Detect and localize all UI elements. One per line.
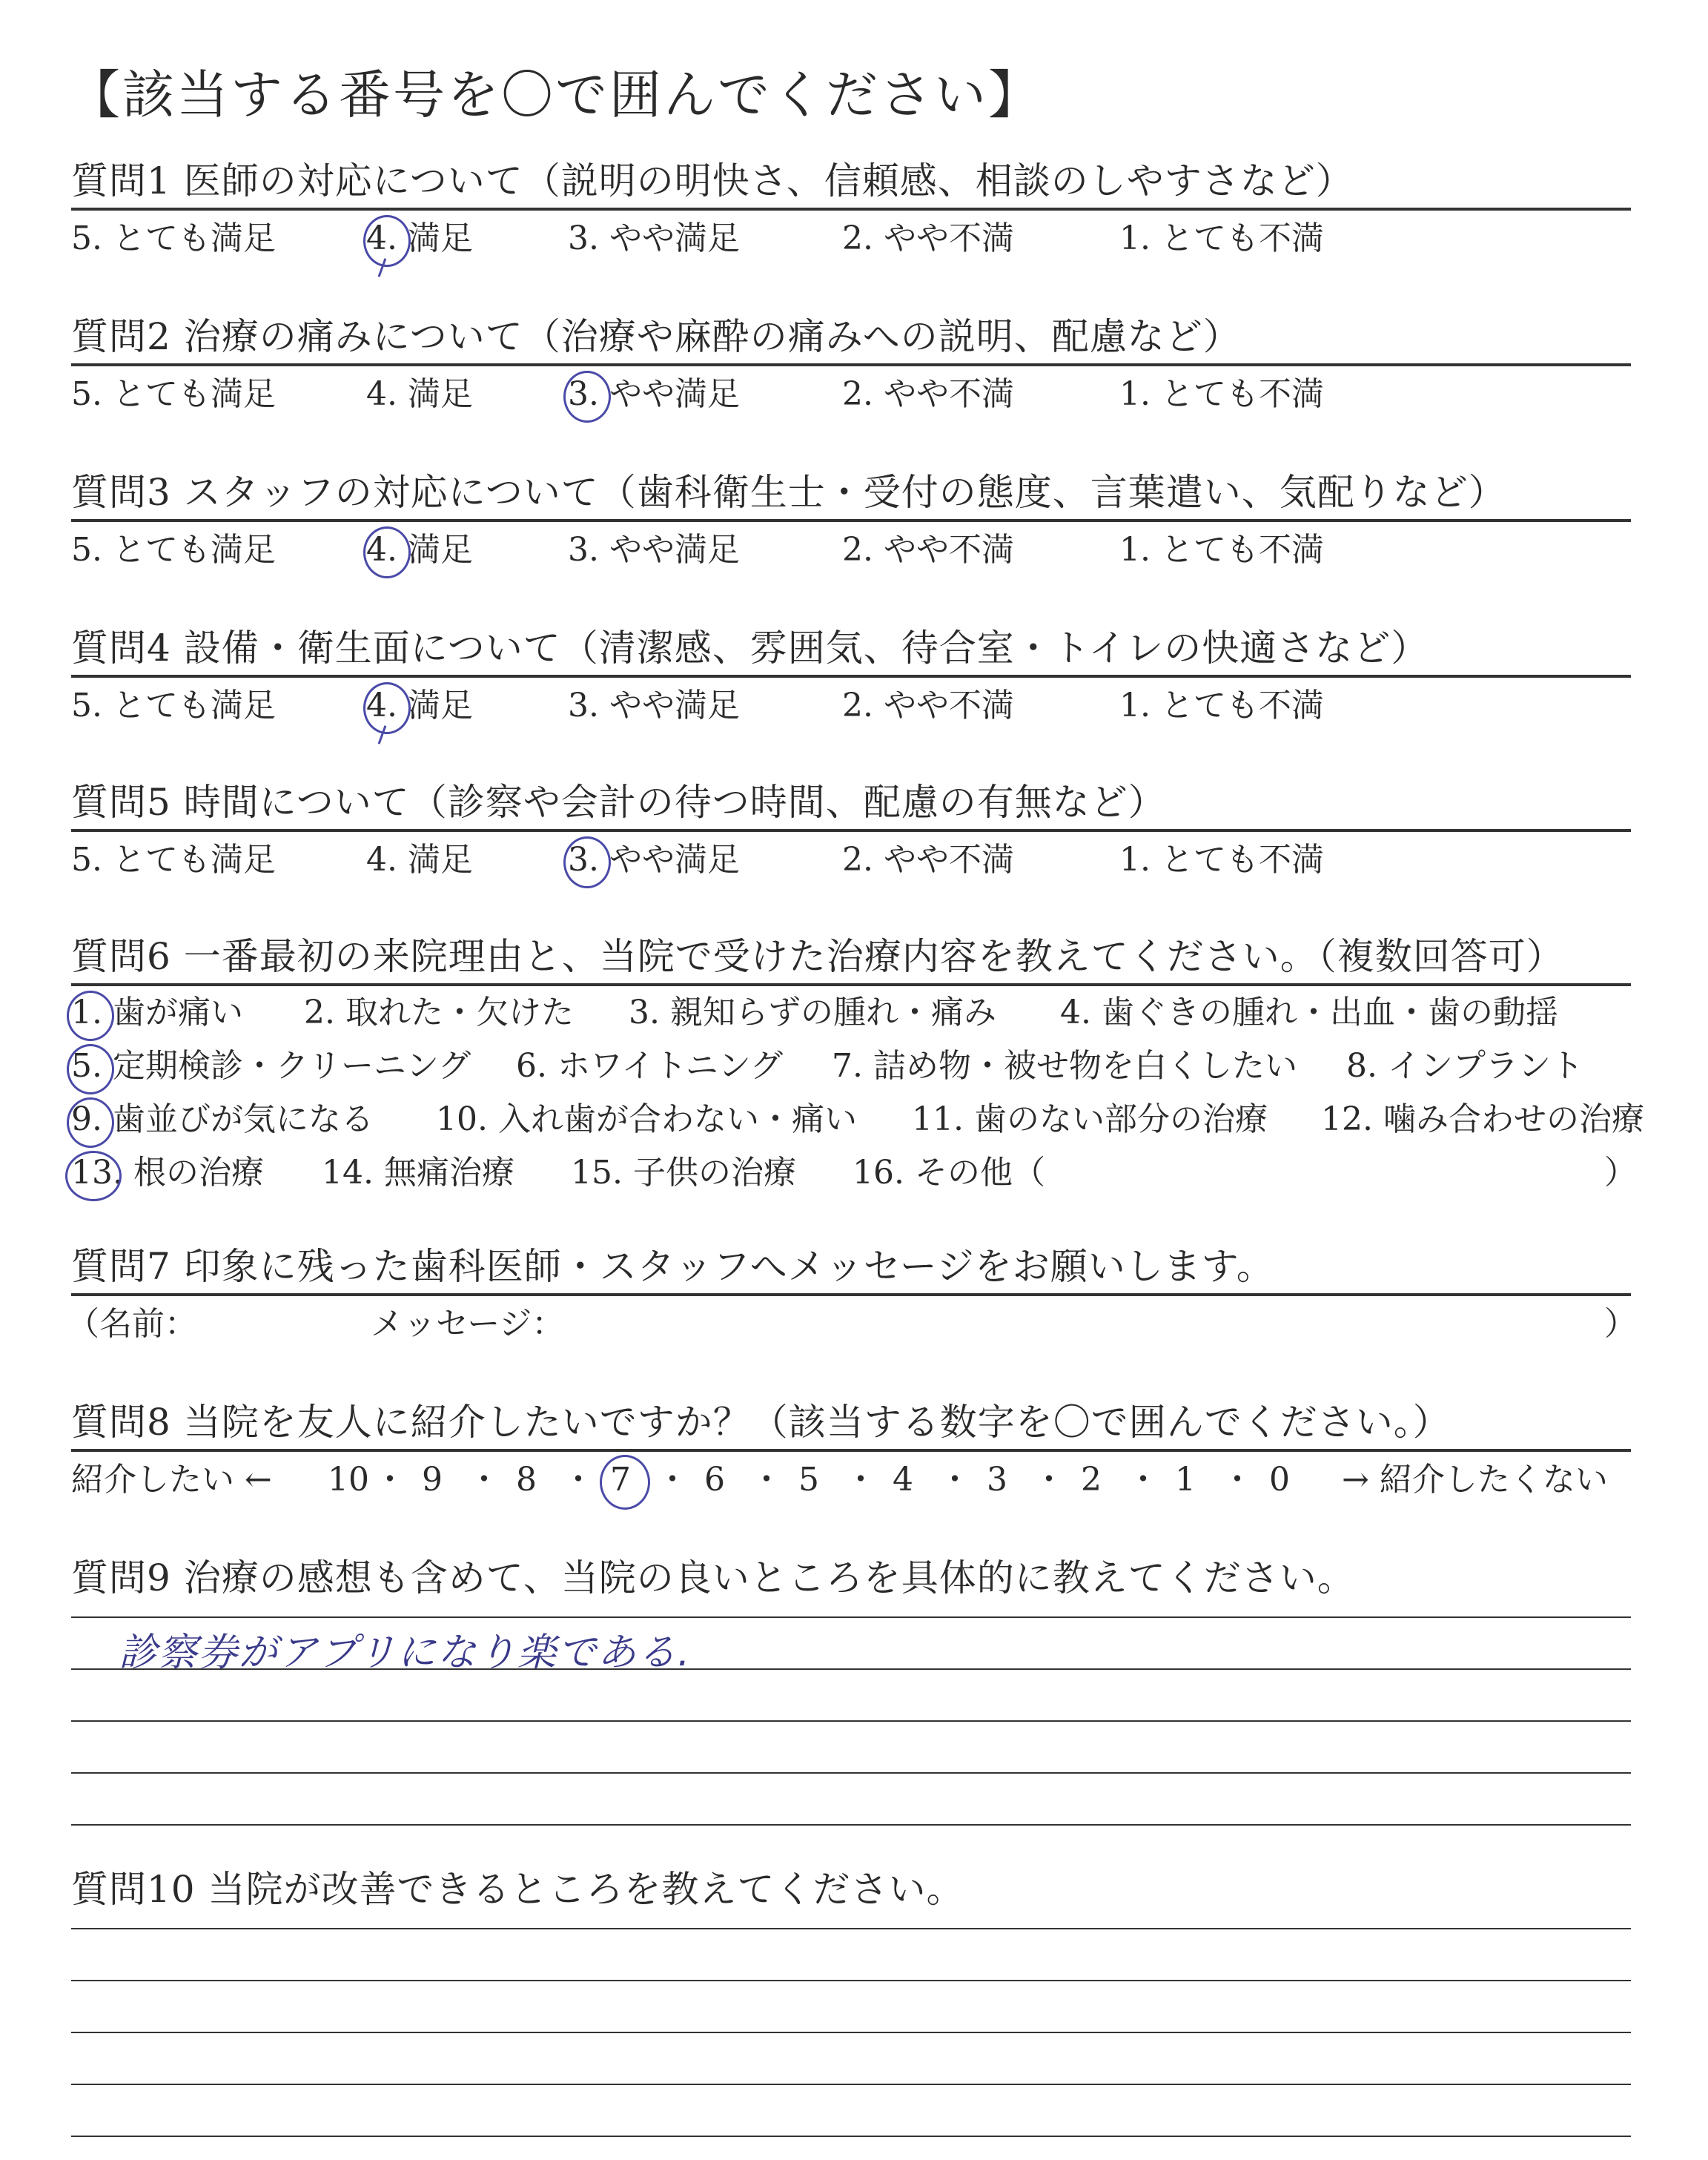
question-2 xyxy=(71,310,1631,423)
reason-14[interactable]: 14. 無痛治療 xyxy=(322,1154,514,1192)
question-6 xyxy=(71,930,1644,1200)
reason-10[interactable]: 10. 入れ歯が合わない・痛い xyxy=(436,1100,857,1138)
reason-9[interactable]: 9. 歯並びが気になる xyxy=(71,1100,374,1138)
answer-line xyxy=(71,1824,1631,1826)
scale-value-2[interactable]: 2 xyxy=(1081,1461,1102,1499)
option-4[interactable]: 4. 満足 xyxy=(366,375,473,413)
reason-1[interactable]: 1. 歯が痛い xyxy=(71,994,243,1031)
message-label: メッセージ： xyxy=(371,1305,565,1343)
scale-separator: ・ xyxy=(844,1461,877,1499)
question-4-options xyxy=(71,678,1631,734)
question-4 xyxy=(71,621,1631,734)
question-8 xyxy=(71,1396,1631,1508)
question-7 xyxy=(67,1240,1637,1353)
option-3[interactable]: 3. やや満足 xyxy=(568,531,740,569)
question-3 xyxy=(71,466,1631,578)
option-2[interactable]: 2. やや不満 xyxy=(842,375,1014,413)
answer-line xyxy=(71,1720,1631,1722)
scale-value-10[interactable]: 10 xyxy=(328,1461,369,1499)
question-2-label: 質問2 治療の痛みについて（治療や麻酔の痛みへの説明、配慮など） xyxy=(71,315,1241,358)
option-4[interactable]: 4. 満足 xyxy=(366,687,473,724)
scale-left-label: 紹介したい ← xyxy=(71,1461,272,1499)
scale-separator: ・ xyxy=(1127,1461,1159,1499)
q7-fields xyxy=(67,1296,1637,1353)
option-3[interactable]: 3. やや満足 xyxy=(568,375,740,413)
scale-separator: ・ xyxy=(1221,1461,1254,1499)
option-3[interactable]: 3. やや満足 xyxy=(568,687,740,724)
option-1[interactable]: 1. とても不満 xyxy=(1119,531,1324,569)
answer-line xyxy=(71,2136,1631,2137)
question-1-label: 質問1 医師の対応について（説明の明快さ、信頼感、相談のしやすさなど） xyxy=(71,159,1354,202)
reason-5[interactable]: 5. 定期検診・クリーニング xyxy=(71,1047,471,1085)
scale-value-8[interactable]: 8 xyxy=(516,1461,537,1499)
question-3-options xyxy=(71,522,1631,578)
scale-separator: ・ xyxy=(468,1461,500,1499)
option-1[interactable]: 1. とても不満 xyxy=(1119,219,1324,257)
option-5[interactable]: 5. とても満足 xyxy=(71,687,276,724)
q6-row-2 xyxy=(71,1040,1631,1093)
scale-value-9[interactable]: 9 xyxy=(422,1461,443,1499)
option-5[interactable]: 5. とても満足 xyxy=(71,531,276,569)
option-1[interactable]: 1. とても不満 xyxy=(1119,841,1324,879)
option-4[interactable]: 4. 満足 xyxy=(366,841,473,879)
reason-6[interactable]: 6. ホワイトニング xyxy=(516,1047,784,1085)
close-paren: ） xyxy=(1604,1154,1637,1192)
q8-scale xyxy=(71,1452,1631,1508)
reason-15[interactable]: 15. 子供の治療 xyxy=(571,1154,796,1192)
scale-separator: ・ xyxy=(1033,1461,1065,1499)
reason-16[interactable]: 16. その他（ xyxy=(853,1154,1045,1192)
scale-separator: ・ xyxy=(656,1461,689,1499)
option-3[interactable]: 3. やや満足 xyxy=(568,219,740,257)
scale-separator: ・ xyxy=(562,1461,595,1499)
scale-value-6[interactable]: 6 xyxy=(704,1461,725,1499)
q6-row-3 xyxy=(71,1093,1644,1146)
question-1 xyxy=(71,154,1631,267)
scale-right-label: → 紹介したくない xyxy=(1342,1461,1608,1499)
option-1[interactable]: 1. とても不満 xyxy=(1119,687,1324,724)
reason-3[interactable]: 3. 親知らずの腫れ・痛み xyxy=(629,994,996,1031)
question-8-label: 質問8 当院を友人に紹介したいですか？（該当する数字を〇で囲んでください。） xyxy=(71,1401,1451,1444)
question-6-label: 質問6 一番最初の来院理由と、当院で受けた治療内容を教えてください。（複数回答可） xyxy=(71,935,1564,978)
page-title: 【該当する番号を〇で囲んでください】 xyxy=(68,65,1042,125)
option-5[interactable]: 5. とても満足 xyxy=(71,375,276,413)
option-1[interactable]: 1. とても不満 xyxy=(1119,375,1324,413)
answer-line xyxy=(71,1616,1631,1618)
name-label: （名前： xyxy=(67,1305,197,1343)
option-4[interactable]: 4. 満足 xyxy=(366,219,473,257)
answer-line xyxy=(71,2084,1631,2085)
option-2[interactable]: 2. やや不満 xyxy=(842,531,1014,569)
question-5-options xyxy=(71,832,1631,888)
answer-line xyxy=(71,2032,1631,2033)
reason-8[interactable]: 8. インプラント xyxy=(1346,1047,1583,1085)
scale-separator: ・ xyxy=(750,1461,783,1499)
option-5[interactable]: 5. とても満足 xyxy=(71,841,276,879)
reason-11[interactable]: 11. 歯のない部分の治療 xyxy=(912,1100,1268,1138)
reason-12[interactable]: 12. 噛み合わせの治療 xyxy=(1321,1100,1644,1138)
scale-value-5[interactable]: 5 xyxy=(798,1461,819,1499)
q6-row-1 xyxy=(71,986,1631,1040)
scale-value-7[interactable]: 7 xyxy=(610,1461,631,1499)
q6-row-4 xyxy=(71,1146,1637,1200)
option-2[interactable]: 2. やや不満 xyxy=(842,841,1014,879)
question-10 xyxy=(71,1863,1631,1916)
reason-4[interactable]: 4. 歯ぐきの腫れ・出血・歯の動揺 xyxy=(1060,994,1558,1031)
answer-line xyxy=(71,1980,1631,1981)
option-3[interactable]: 3. やや満足 xyxy=(568,841,740,879)
scale-value-3[interactable]: 3 xyxy=(987,1461,1007,1499)
option-2[interactable]: 2. やや不満 xyxy=(842,219,1014,257)
scale-separator: ・ xyxy=(939,1461,971,1499)
close-paren: ） xyxy=(1604,1305,1637,1343)
question-9-label: 質問9 治療の感想も含めて、当院の良いところを具体的に教えてください。 xyxy=(71,1556,1355,1599)
option-4[interactable]: 4. 満足 xyxy=(366,531,473,569)
option-5[interactable]: 5. とても満足 xyxy=(71,219,276,257)
question-10-label: 質問10 当院が改善できるところを教えてください。 xyxy=(71,1868,964,1911)
answer-line xyxy=(71,1772,1631,1774)
reason-7[interactable]: 7. 詰め物・被せ物を白くしたい xyxy=(832,1047,1297,1085)
question-4-label: 質問4 設備・衛生面について（清潔感、雰囲気、待合室・トイレの快適さなど） xyxy=(71,627,1429,670)
answer-line xyxy=(71,1928,1631,1929)
question-5 xyxy=(71,776,1631,888)
scale-value-1[interactable]: 1 xyxy=(1175,1461,1196,1499)
question-7-label: 質問7 印象に残った歯科医師・スタッフへメッセージをお願いします。 xyxy=(71,1245,1274,1288)
handwritten-answer[interactable]: 診察券がアプリになり楽である. xyxy=(119,1631,692,1675)
scale-value-4[interactable]: 4 xyxy=(893,1461,913,1499)
scale-value-0[interactable]: 0 xyxy=(1269,1461,1290,1499)
question-5-label: 質問5 時間について（診察や会計の待つ時間、配慮の有無など） xyxy=(71,781,1166,824)
question-1-options xyxy=(71,211,1631,267)
reason-2[interactable]: 2. 取れた・欠けた xyxy=(304,994,574,1031)
question-3-label: 質問3 スタッフの対応について（歯科衛生士・受付の態度、言葉遣い、気配りなど） xyxy=(71,471,1506,514)
option-2[interactable]: 2. やや不満 xyxy=(842,687,1014,724)
reason-13[interactable]: 13. 根の治療 xyxy=(71,1154,264,1192)
scale-separator: ・ xyxy=(374,1461,406,1499)
question-2-options xyxy=(71,366,1631,423)
question-9 xyxy=(71,1551,1631,1605)
